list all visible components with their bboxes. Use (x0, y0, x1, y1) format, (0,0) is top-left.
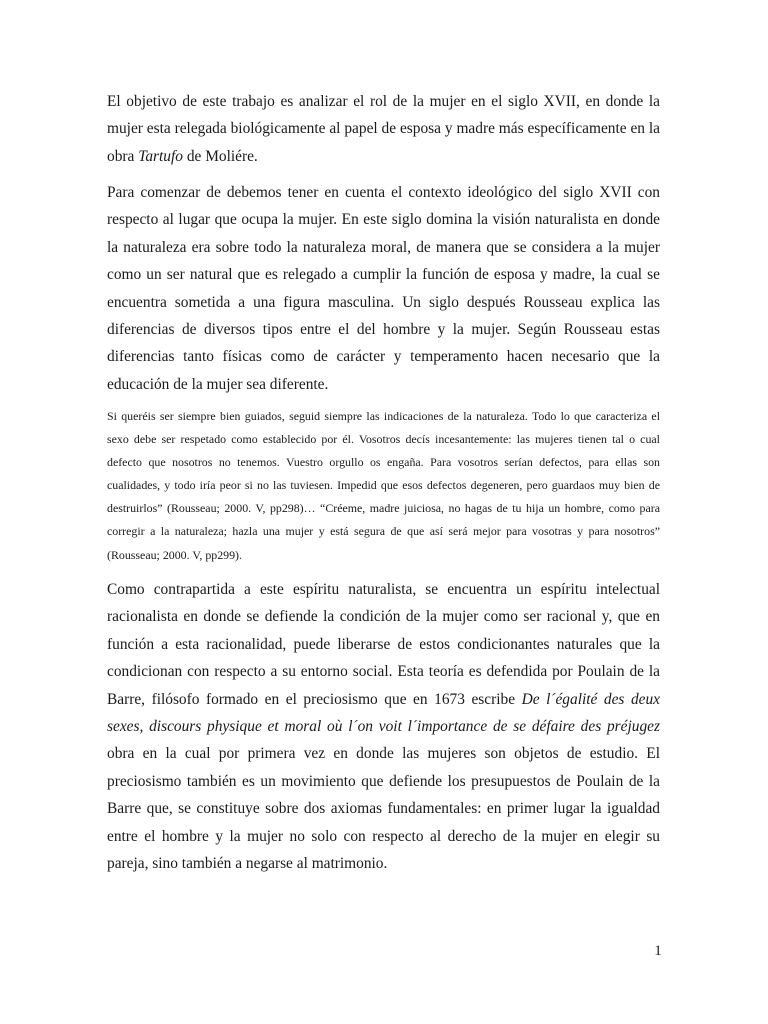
work-title-poulain: De l´égalité des deux sexes, discours physique et moral où l´on voit l´importance de se défaire des préjugez (107, 690, 660, 736)
rationalist-text-end: obra en la cual por primera vez en donde las mujeres son objetos de estudio. El preciosismo también es un movimiento que defiende los presupuestos de Poulain de la Barre que, se constituye sobre dos axiomas fundamentales: en primer lugar la igualdad entre el hombre y la mujer no solo con respecto al derecho de la mujer en elegir su pareja, sino también a negarse al matrimonio. (107, 745, 660, 873)
work-title-tartufo: Tartufo (138, 147, 183, 165)
rationalist-text-start: Como contrapartida a este espíritu naturalista, se encuentra un espíritu intelectual racionalista en donde se defiende la condición de la mujer como ser racional y, que en función a esta racionalidad, puede liberarse de estos condicionantes naturales que la condicionan con respecto a su entorno social. Esta teoría es defendida por Poulain de la Barre, filósofo formado en el preciosismo que en 1673 escribe (107, 581, 660, 708)
rousseau-block-quote: Si queréis ser siempre bien guiados, seguid siempre las indicaciones de la naturaleza. Todo lo que caracteriza el sexo debe ser respetado como establecido por él. Vosotros decís incesantemente: las mujeres tienen tal o cual defecto que nosotros no tenemos. Vuestro orgullo os engaña. Para vosotros serían defectos, para ellas son cualidades, y todo iría peor si no las tuviesen. Impedid que esos defectos degeneren, pero guardaos muy bien de destruirlos” (Rousseau; 2000. V, pp298)… “Créeme, madre juiciosa, no hagas de tu hija un hombre, como para corregir a la naturaleza; hazla una mujer y está segura de que así será mejor para vosotras y para nosotros” (Rousseau; 2000. V, pp299). (107, 409, 660, 562)
page-number: 1 (654, 943, 662, 959)
rationalist-paragraph (107, 576, 660, 877)
intro-text-start: El objetivo de este trabajo es analizar el rol de la mujer en el siglo XVII, en donde la mujer esta relegada biológicamente al papel de esposa y madre más específicamente en la obra (107, 93, 660, 165)
intro-text-end: de Moliére. (182, 147, 258, 165)
intro-paragraph (107, 88, 660, 170)
context-paragraph: Para comenzar de debemos tener en cuenta el contexto ideológico del siglo XVII con respecto al lugar que ocupa la mujer. En este siglo domina la visión naturalista en donde la naturaleza era sobre todo la naturaleza moral, de manera que se considera a la mujer como un ser natural que es relegado a cumplir la función de esposa y madre, la cual se encuentra sometida a una figura masculina. Un siglo después Rousseau explica las diferencias de diversos tipos entre el del hombre y la mujer. Según Rousseau estas diferencias tanto físicas como de carácter y temperamento hacen necesario que la educación de la mujer sea diferente. (107, 184, 660, 393)
